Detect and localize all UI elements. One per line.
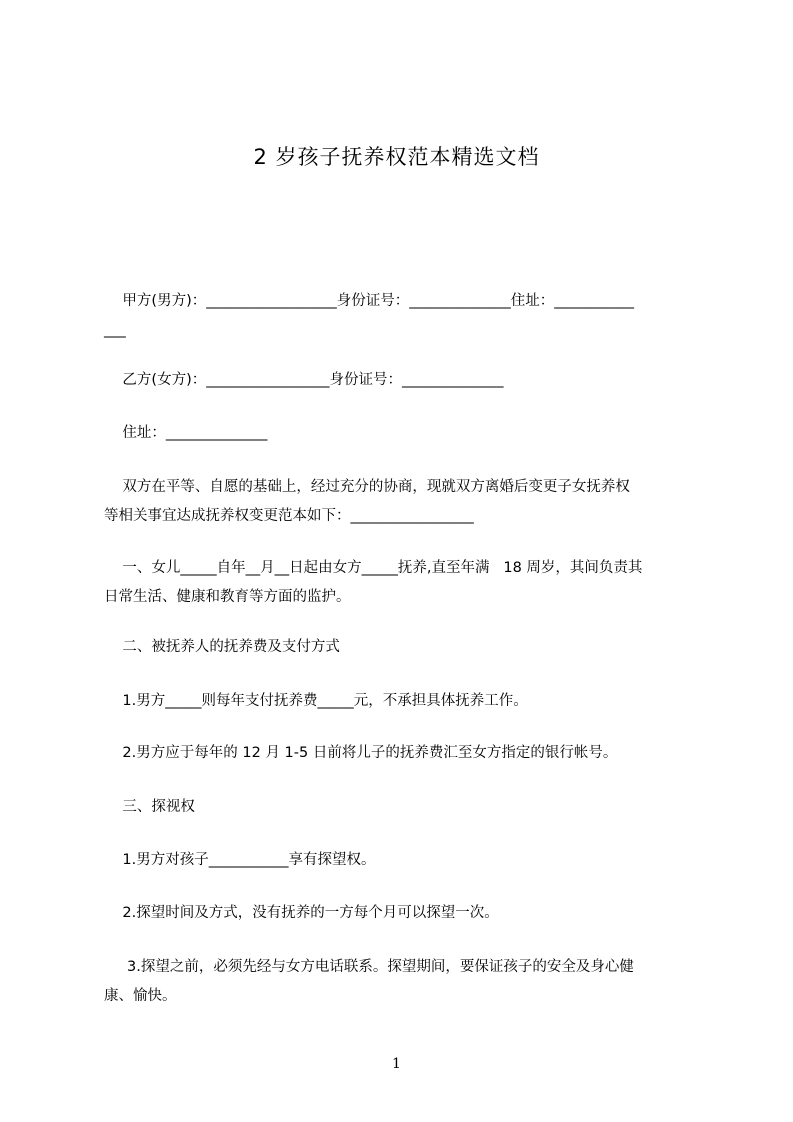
section-2-heading: 二、被抚养人的抚养费及支付方式 bbox=[104, 639, 340, 655]
document-title: 2 岁孩子抚养权范本精选文档 bbox=[253, 145, 540, 169]
section-3-heading: 三、探视权 bbox=[104, 799, 195, 815]
party-a-line: 甲方(男方)：__________________身份证号：______________住址：___________ bbox=[104, 293, 634, 309]
item-2-1: 1.男方_____则每年支付抚养费_____元，不承担具体抚养工作。 bbox=[104, 693, 528, 709]
item-3-1: 1.男方对孩子___________享有探望权。 bbox=[104, 852, 376, 868]
party-b-line: 乙方(女方)：_________________身份证号：______________ bbox=[104, 372, 504, 388]
address-line: 住址：______________ bbox=[104, 425, 268, 441]
intro-paragraph-line-1: 双方在平等、自愿的基础上，经过充分的协商，现就双方离婚后变更子女抚养权 bbox=[104, 479, 630, 495]
party-a-line-continued: ___ bbox=[104, 322, 126, 338]
item-3-2: 2.探望时间及方式，没有抚养的一方每个月可以探望一次。 bbox=[104, 905, 499, 921]
clause-1-line-2: 日常生活、健康和教育等方面的监护。 bbox=[104, 589, 351, 605]
intro-paragraph-line-2: 等相关事宜达成抚养权变更范本如下：_________________ bbox=[104, 508, 474, 524]
item-3-3-line-1: 3.探望之前，必须先经与女方电话联系。探望期间，要保证孩子的安全及身心健 bbox=[104, 959, 634, 975]
item-2-2: 2.男方应于每年的 12 月 1-5 日前将儿子的抚养费汇至女方指定的银行帐号。 bbox=[104, 745, 618, 761]
clause-1-line-1: 一、女儿_____自年__月__日起由女方_____抚养,直至年满 18 周岁，其间负责其 bbox=[104, 560, 643, 576]
item-3-3-line-2: 康、愉快。 bbox=[104, 988, 177, 1004]
page-number: 1 bbox=[392, 1056, 401, 1072]
